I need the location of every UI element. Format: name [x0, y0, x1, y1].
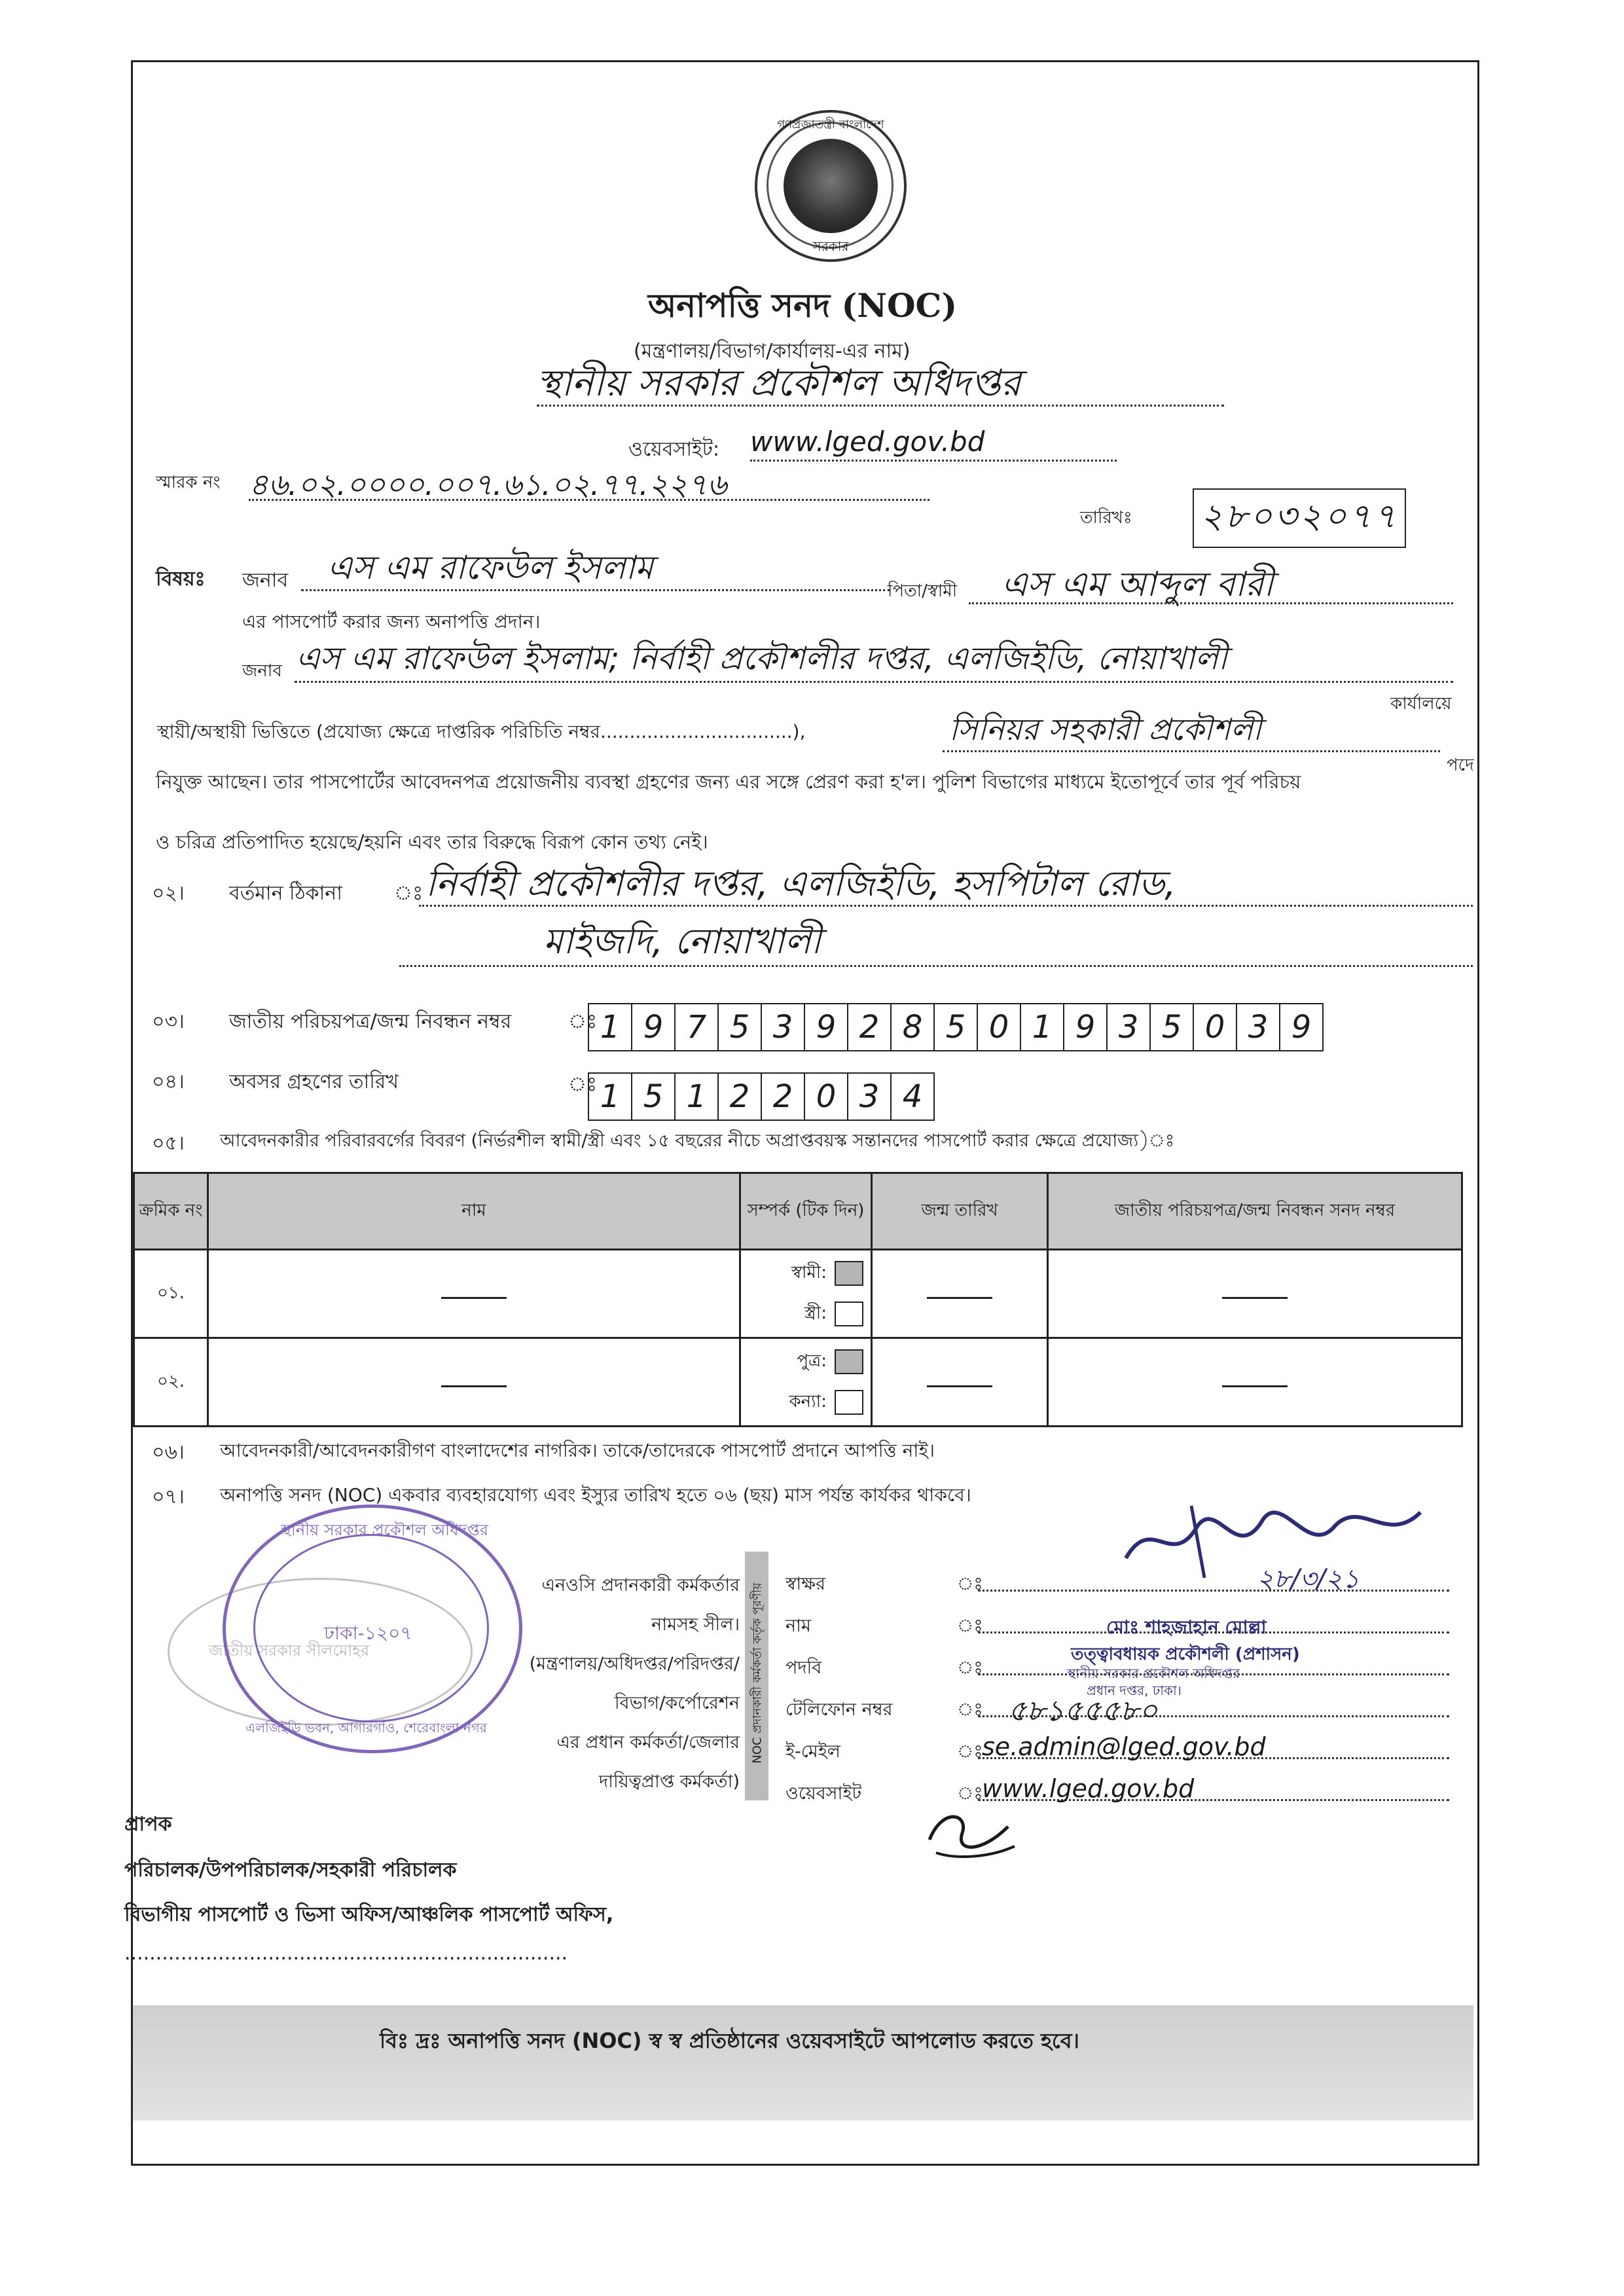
signatory-line-2: নামসহ সীল।: [651, 1614, 740, 1635]
signatory-line-5: এর প্রধান কর্মকর্তা/জেলার: [556, 1732, 740, 1753]
government-emblem: [755, 110, 907, 262]
item-02-label: বর্তমান ঠিকানা: [229, 882, 342, 905]
memo-line: [249, 499, 929, 501]
father-name-line: [969, 602, 1453, 604]
memo-number: ৪৬.০২.০০০০.০০৭.৬১.০২.৭৭.২২৭৬: [249, 467, 727, 502]
row2-serial: ০২.: [134, 1338, 208, 1427]
date-label: তারিখঃ: [1080, 508, 1132, 528]
address-line2-rule: [399, 965, 1473, 967]
nid-digit-box: 5: [1149, 1003, 1194, 1051]
recipient-label: প্রাপক: [124, 1813, 172, 1836]
page-title: অনাপত্তি সনদ (NOC): [648, 286, 957, 325]
signatory-labels: [785, 1563, 893, 1815]
applicant-name: এস এম রাফেউল ইসলাম: [327, 549, 653, 587]
website-line: [750, 460, 1117, 462]
item-07-number: ০৭।: [152, 1485, 185, 1508]
row2-dob-dash: [927, 1385, 992, 1387]
website-label: ওয়েবসাইট:: [628, 438, 720, 461]
signatory-line-1: এনওসি প্রদানকারী কর্মকর্তার: [541, 1575, 740, 1595]
table-row: [134, 1338, 1462, 1427]
address-line1-rule: [419, 905, 1473, 907]
retire-digit-box: 2: [717, 1072, 762, 1121]
recipient-line2: বিভাগীয় পাসপোর্ট ও ভিসা অফিস/আঞ্চলিক পাসপোর্ট অফিস,: [124, 1903, 614, 1926]
label-name: নাম: [785, 1616, 811, 1636]
nid-digit-box: 1: [1020, 1003, 1064, 1051]
address-line2: মাইজদি, নোয়াখালী: [543, 920, 821, 962]
nid-digit-box: 1: [588, 1003, 632, 1051]
permanent-text: স্থায়ী/অস্থায়ী ভিত্তিতে (প্রযোজ্য ক্ষেত্রে দাপ্তরিক পরিচিতি নম্বর.................................),: [157, 721, 806, 742]
nid-digit-box: 3: [761, 1003, 805, 1051]
father-name: এস এম আব্দুল বারী: [1001, 565, 1274, 604]
recipient-line1: পরিচালক/উপপরিচালক/সহকারী পরিচালক: [124, 1859, 457, 1882]
item-04-colon: ঃ: [568, 1073, 598, 1096]
body-para2: ও চরিত্র প্রতিপাদিত হয়েছে/হয়নি এবং তার বিরুদ্ধে বিরূপ কোন তথ্য নেই।: [156, 831, 708, 853]
nid-digit-box: 5: [933, 1003, 978, 1051]
name-office-line: [295, 681, 1453, 683]
date-value: ২৮০৩২০৭৭: [1193, 488, 1406, 548]
retire-box-row: [589, 1072, 935, 1121]
relation-husband-label: স্বামী:: [791, 1263, 827, 1283]
wife-checkbox[interactable]: [835, 1302, 863, 1326]
item-05-number: ০৫।: [152, 1132, 185, 1155]
seal-top-text: স্থানীয় সরকার প্রকৌশল অধিদপ্তর: [281, 1521, 489, 1539]
nid-digit-box: 2: [847, 1003, 892, 1051]
officer-email: se.admin@lged.gov.bd: [982, 1732, 1266, 1761]
relation-son-label: পুত্র:: [797, 1351, 827, 1371]
row1-dob-dash: [927, 1297, 992, 1299]
item-03-number: ০৩।: [152, 1010, 185, 1033]
family-table: [133, 1172, 1463, 1427]
col-serial: ক্রমিক নং: [134, 1173, 208, 1250]
memo-label: স্মারক নং: [156, 473, 221, 492]
subject-mr-label: জনাব: [242, 569, 289, 592]
seal-center-text: ঢাকা-১২০৭: [324, 1622, 412, 1644]
ghost-seal-text: জাতীয় সরকার সীলমোহর: [209, 1641, 370, 1660]
col-name: নাম: [208, 1173, 740, 1250]
retire-digit-box: 4: [890, 1072, 935, 1121]
officer-designation: তত্ত্বাবধায়ক প্রকৌশলী (প্রশাসন): [1071, 1645, 1300, 1664]
noc-officer-side-label: [745, 1552, 768, 1800]
item-06-number: ০৬।: [152, 1441, 185, 1464]
initials-mark: [916, 1800, 1021, 1866]
emblem-bottom-text: সরকার: [812, 238, 849, 254]
label-signature: স্বাক্ষর: [785, 1574, 825, 1594]
label-designation: পদবি: [785, 1658, 822, 1678]
nid-digit-box: 3: [1106, 1003, 1151, 1051]
officer-name: মোঃ শাহজাহান মোল্লা: [1106, 1616, 1267, 1638]
office-seal: [223, 1504, 522, 1753]
website-value: www.lged.gov.bd: [750, 426, 985, 458]
col-nid: জাতীয় পরিচয়পত্র/জন্ম নিবন্ধন সনদ নম্বর: [1048, 1173, 1462, 1250]
nid-digit-box: 7: [674, 1003, 719, 1051]
office-suffix: কার্যালয়ে: [1390, 694, 1452, 714]
signature-date: ২৮/৩/২১: [1257, 1564, 1360, 1594]
row1-relation: [740, 1250, 872, 1338]
signatory-colons: ঃ ঃ ঃ ঃ ঃ ঃ: [957, 1574, 983, 1804]
emblem-ring-text: গণপ্রজাতন্ত্রী বাংলাদেশ: [777, 118, 884, 132]
signatory-line-4: বিভাগ/কর্পোরেশন: [614, 1693, 740, 1713]
label-website: ওয়েবসাইট: [785, 1783, 862, 1804]
row2-name: [208, 1338, 740, 1427]
address-line1: নির্বাহী প্রকৌশলীর দপ্তর, এলজিইডি, হসপিটাল রোড,: [425, 863, 1176, 904]
row2-nid-dash: [1222, 1385, 1288, 1387]
nid-digit-box: 5: [717, 1003, 762, 1051]
subject-line2: এর পাসপোর্ট করার জন্য অনাপত্তি প্রদান।: [242, 611, 541, 632]
nid-digit-box: 9: [1063, 1003, 1108, 1051]
nid-digit-box: 9: [631, 1003, 676, 1051]
row2-nid: [1048, 1338, 1462, 1427]
row1-dob: [872, 1250, 1048, 1338]
body-para1: নিযুক্ত আছেন। তার পাসপোর্টের আবেদনপত্র প্রয়োজনীয় ব্যবস্থা গ্রহণের জন্য এর সঙ্গে প্রেরণ করা হ'ল। পুলিশ বিভাগের মাধ্যমে ইতোপূর্বে তার পূর্ব পরিচয়: [156, 771, 1301, 793]
item-03-label: জাতীয় পরিচয়পত্র/জন্ম নিবন্ধন নম্বর: [229, 1010, 512, 1033]
retire-digit-box: 5: [631, 1072, 676, 1121]
nid-box-row: [589, 1003, 1324, 1051]
relation-wife-label: স্ত্রী:: [804, 1303, 827, 1323]
signatory-line-3: (মন্ত্রণালয়/অধিদপ্তর/পরিদপ্তর/: [529, 1654, 740, 1674]
label-email: ই-মেইল: [785, 1741, 840, 1762]
item-06-label: আবেদনকারী/আবেদনকারীগণ বাংলাদেশের নাগরিক। তাকে/তাদেরকে পাসপোর্ট প্রদানে আপত্তি নাই।: [220, 1440, 935, 1461]
son-checkbox[interactable]: [835, 1349, 863, 1374]
nid-digit-box: 0: [1193, 1003, 1237, 1051]
noc-officer-side-text: NOC প্রদানকারী কর্মকর্তা কর্তৃক পূরণীয়: [750, 1582, 765, 1764]
retire-digit-box: 3: [847, 1072, 892, 1121]
row2-relation: [740, 1338, 872, 1427]
subject-label: বিষয়ঃ: [156, 568, 206, 591]
col-relation: সম্পর্ক (টিক দিন): [740, 1173, 872, 1250]
label-phone: টেলিফোন নম্বর: [785, 1700, 893, 1720]
row1-nid: [1048, 1250, 1462, 1338]
nid-digit-box: 3: [1236, 1003, 1280, 1051]
husband-checkbox[interactable]: [835, 1261, 863, 1286]
row2-name-dash: [441, 1385, 507, 1387]
designation-line: [943, 750, 1440, 752]
row1-name-dash: [441, 1297, 507, 1299]
item-02-number: ০২।: [152, 882, 185, 905]
nid-digit-box: 9: [1279, 1003, 1324, 1051]
officer-phone: ৫৮১৫৫৫৮০: [1008, 1694, 1158, 1728]
nid-digit-box: 0: [977, 1003, 1021, 1051]
officer-website: www.lged.gov.bd: [982, 1774, 1195, 1803]
row1-nid-dash: [1222, 1297, 1288, 1299]
relation-daughter-label: কন্যা:: [789, 1392, 827, 1412]
item-04-label: অবসর গ্রহণের তারিখ: [229, 1070, 399, 1093]
recipient-line3: .......................................................................: [124, 1942, 568, 1965]
office-name: স্থানীয় সরকার প্রকৌশল অধিদপ্তর: [537, 362, 1021, 405]
retire-digit-box: 0: [804, 1072, 848, 1121]
item-02-colon: ঃ: [394, 882, 424, 905]
footer-band: [133, 2005, 1473, 2121]
designation: সিনিয়র সহকারী প্রকৌশলী: [949, 712, 1262, 747]
item-03-colon: ঃ: [568, 1010, 598, 1033]
footer-note: বিঃ দ্রঃ অনাপত্তি সনদ (NOC) স্ব স্ব প্রতিষ্ঠানের ওয়েবসাইটে আপলোড করতে হবে।: [380, 2028, 1080, 2053]
retire-digit-box: 2: [761, 1072, 805, 1121]
col-dob: জন্ম তারিখ: [872, 1173, 1048, 1250]
father-label: পিতা/স্বামী: [888, 581, 958, 601]
body-mr-label: জনাব: [242, 661, 282, 681]
signatory-description: [495, 1566, 740, 1802]
row2-dob: [872, 1338, 1048, 1427]
office-name-line: [537, 405, 1224, 407]
table-row: [134, 1250, 1462, 1338]
item-04-number: ০৪।: [152, 1070, 185, 1093]
ministry-caption: (মন্ত্রণালয়/বিভাগ/কার্যালয়-এর নাম): [634, 340, 911, 363]
row1-serial: ০১.: [134, 1250, 208, 1338]
seal-bottom-text: এলজিইডি ভবন, আগারগাঁও, শেরেবাংলা নগর: [245, 1720, 487, 1736]
row1-name: [208, 1250, 740, 1338]
signatory-line-6: দায়িত্বপ্রাপ্ত কর্মকর্তা): [599, 1772, 740, 1792]
nid-digit-box: 8: [890, 1003, 935, 1051]
retire-digit-box: 1: [674, 1072, 719, 1121]
officer-designation-line3: প্রধান দপ্তর, ঢাকা।: [1087, 1683, 1182, 1698]
name-office: এস এম রাফেউল ইসলাম; নির্বাহী প্রকৌশলীর দপ্তর, এলজিইডি, নোয়াখালী: [296, 640, 1227, 677]
item-05-label: আবেদনকারীর পরিবারবর্গের বিবরণ (নির্ভরশীল স্বামী/স্ত্রী এবং ১৫ বছরের নীচে অপ্রাপ্তবয়স্ক সন্তানদের পাসপোর্ট করার ক্ষেত্রে প্রযোজ্য)ঃ: [220, 1131, 1175, 1151]
post-suffix: পদে: [1447, 756, 1474, 775]
retire-digit-box: 1: [588, 1072, 632, 1121]
applicant-name-line: [301, 589, 890, 591]
emblem-center: [784, 139, 878, 233]
daughter-checkbox[interactable]: [835, 1390, 863, 1415]
item-07-label: অনাপত্তি সনদ (NOC) একবার ব্যবহারযোগ্য এবং ইস্যুর তারিখ হতে ০৬ (ছয়) মাস পর্যন্ত কার্যকর থাকবে।: [220, 1484, 971, 1506]
officer-designation-line2: স্থানীয় সরকার প্রকৌশল অধিদপ্তর: [1067, 1666, 1240, 1681]
nid-digit-box: 9: [804, 1003, 848, 1051]
